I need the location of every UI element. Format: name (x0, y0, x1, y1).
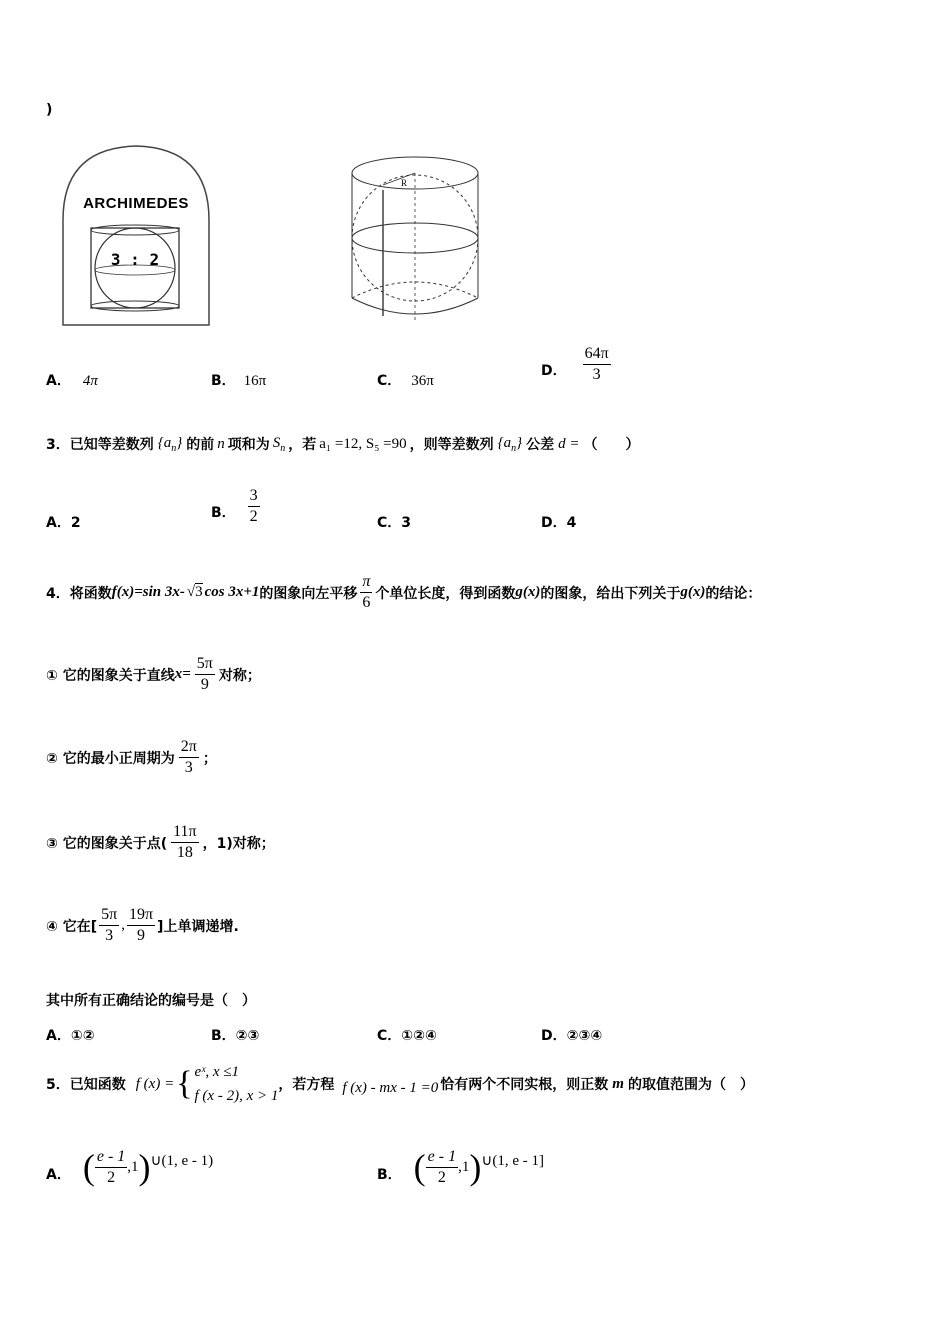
q3-option-c[interactable]: C．3 (377, 515, 412, 531)
numerator: 64π (583, 344, 611, 365)
q3-stem: 3． 已知等差数列 $\{a_n\}$ 的前 n 项和为 $S_n$ ，若 a₁ =12, S₅ =90 ，则等差数列 $\{a_n\}$ 公差 d = （ ） (46, 434, 640, 454)
q4-statement-1: ① 它的图象关于直线 x= $\frac{5\pi}{9}$ 对称； (46, 655, 261, 693)
q4-stem: 4． 将函数 f(x)=sin 3x- √3 cos 3x+1 的图象向左平移 $\frac{\pi}{6}$ 个单位长度，得到函数 g(x) 的图象，给出下列关于 g(x) 的结论： (46, 573, 762, 611)
shift-fraction: $\frac{\pi}{6}$ (362, 573, 371, 611)
q4-statement-3: ③ 它的图象关于点( $\frac{11\pi}{18}$ ，1)对称； (46, 823, 275, 861)
q3-option-b[interactable]: B． $\frac{3}{2}$ (211, 487, 258, 525)
archimedes-title: ARCHIMEDES (83, 195, 189, 212)
denominator: 3 (592, 366, 601, 383)
q4-question: 其中所有正确结论的编号是（ ） (46, 993, 256, 1009)
q5-option-a[interactable]: A． ( $\frac{e - 1}{2}$ ,1 ) ∪(1, e - 1) (46, 1147, 214, 1187)
option-letter: D． (541, 362, 567, 379)
option-value: 4π (82, 373, 98, 389)
piecewise-cases: eˣ, x ≤1 f (x - 2), x > 1 (194, 1064, 279, 1104)
question-number: 3． (46, 437, 70, 453)
q3-option-d[interactable]: D．4 (541, 515, 577, 531)
fraction: $\frac{3}{2}$ (249, 487, 258, 525)
q4-option-c[interactable]: C．①②④ (377, 1028, 437, 1044)
q4-option-d[interactable]: D．②③④ (541, 1028, 603, 1044)
condition: a₁ =12, S₅ =90 (319, 435, 407, 452)
sphere-in-cylinder-figure (345, 150, 485, 322)
option-letter: A． (46, 373, 71, 389)
option-letter: C． (377, 373, 402, 389)
q3-option-a[interactable]: A．2 (46, 515, 81, 531)
sequence-symbol: $\{a_n\}$ (157, 434, 183, 454)
q4-option-b[interactable]: B．②③ (211, 1028, 260, 1044)
sequence-symbol: $\{a_n\}$ (497, 434, 523, 454)
q4-statement-2: ② 它的最小正周期为 $\frac{2\pi}{3}$ ； (46, 738, 217, 776)
q2-option-b[interactable] (211, 370, 266, 390)
q4-option-a[interactable]: A．①② (46, 1028, 95, 1044)
option-value: 16π (243, 373, 267, 389)
q5-option-b[interactable]: B． ( $\frac{e - 1}{2}$ ,1 ) ∪(1, e - 1] (377, 1147, 544, 1187)
q2-option-d[interactable] (541, 344, 611, 385)
fraction (583, 344, 611, 385)
option-value: 36π (411, 373, 434, 389)
q2-option-a[interactable] (46, 370, 98, 390)
continued-paren: ) (46, 102, 53, 118)
sqrt-three: √3 (186, 584, 203, 600)
ratio-label: 3 : 2 (110, 250, 160, 269)
q2-option-c[interactable] (377, 370, 434, 390)
radius-label: R (401, 178, 408, 188)
q4-statement-4: ④ 它在[ $\frac{5\pi}{3}$ , $\frac{19\pi}{9}$ ]上单调递增. (46, 906, 239, 944)
archimedes-tombstone-figure (58, 140, 218, 330)
q5-stem: 5． 已知函数 f (x) = { eˣ, x ≤1 f (x - 2), x > 1 ，若方程 f (x) - mx - 1 =0 恰有两个不同实根，则正数 m 的取值范围为（ ） (46, 1060, 754, 1108)
option-letter: B． (211, 373, 236, 389)
